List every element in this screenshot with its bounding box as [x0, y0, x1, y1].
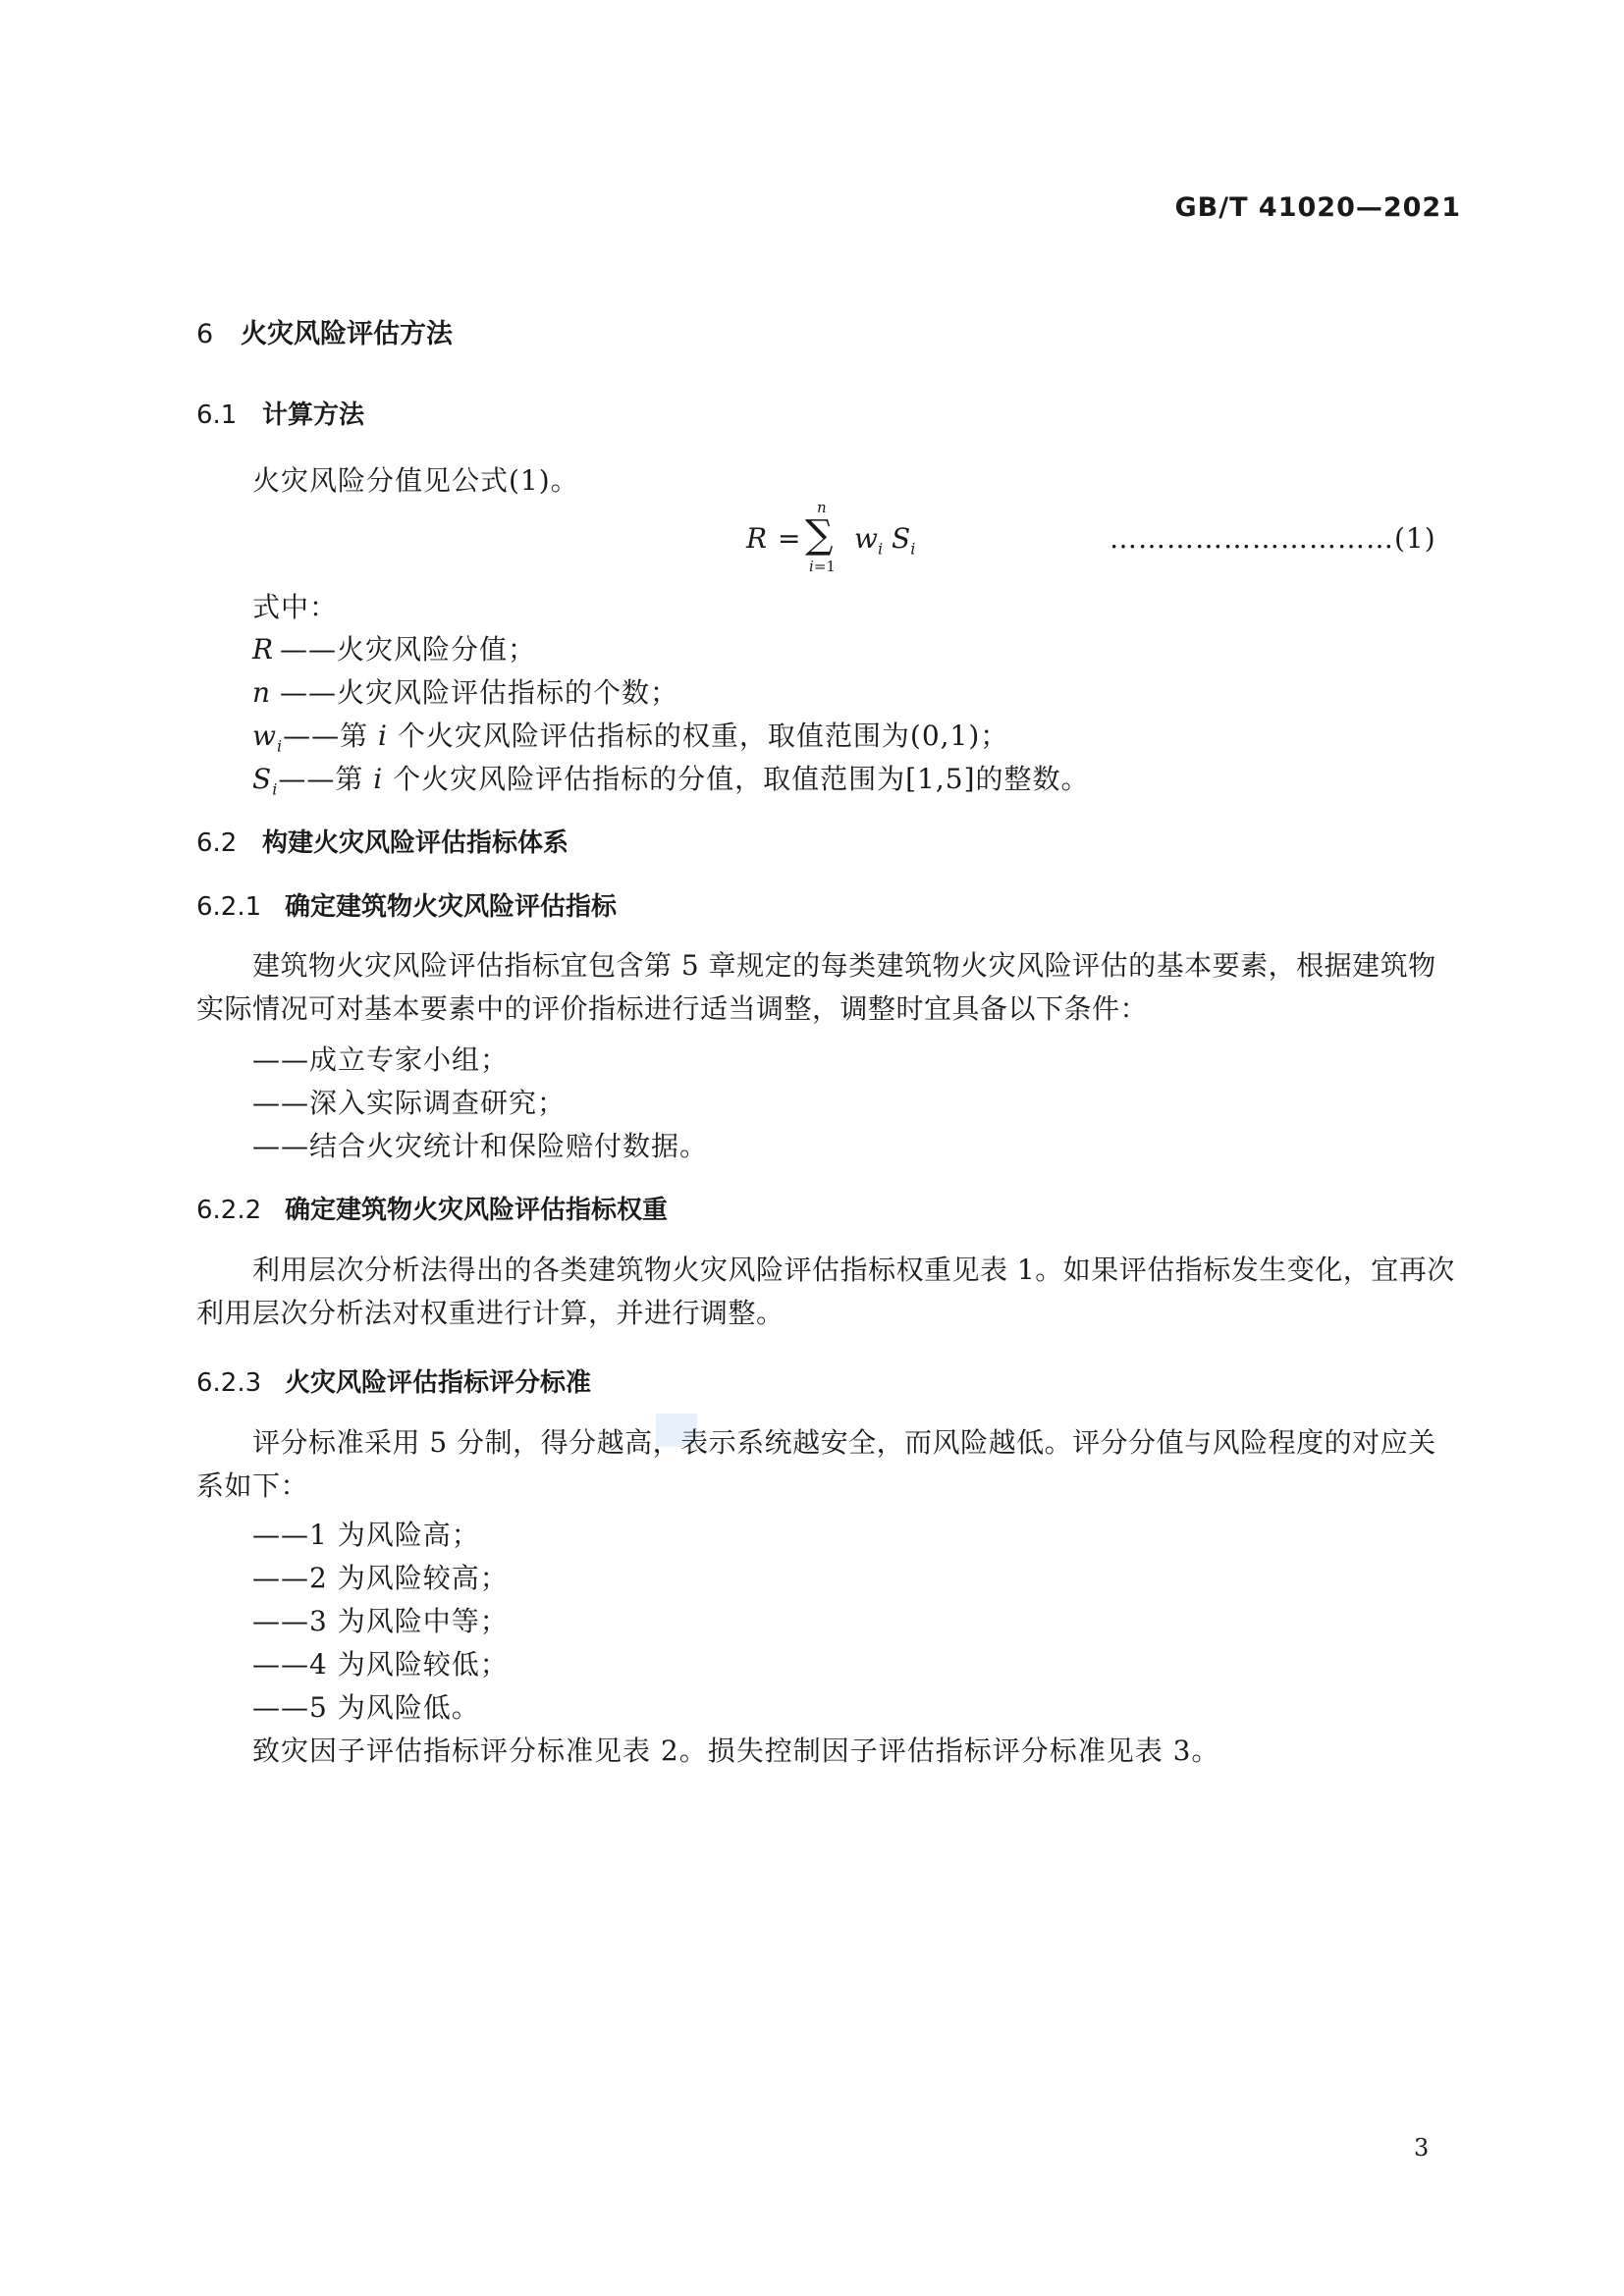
- section-number: 6: [196, 319, 214, 349]
- formula-equals: =: [778, 522, 801, 555]
- list-item: ——4 为风险较低；: [252, 1648, 509, 1681]
- sum-lower-limit: [809, 558, 836, 575]
- where-label: 式中：: [252, 591, 339, 623]
- definition-s: $S_i——$第 i 个火灾风险评估指标的分值，取值范围为[1,5]的整数。: [252, 763, 1090, 799]
- definition-n: n ——火灾风险评估指标的个数；: [252, 676, 679, 709]
- section-number: 6.2.3: [196, 1368, 262, 1398]
- closing-sentence: 致灾因子评估指标评分标准见表 2。损失控制因子评估指标评分标准见表 3。: [252, 1735, 1220, 1767]
- section-title: 计算方法: [262, 400, 365, 430]
- paragraph-6-2-3: 评分标准采用 5 分制，得分越高，表示系统越安全，而风险越低。评分分值与风险程度的对应关系如下：: [196, 1426, 1436, 1502]
- list-item: ——成立专家小组；: [252, 1043, 510, 1076]
- section-title: 确定建筑物火灾风险评估指标权重: [285, 1196, 669, 1225]
- section-number: 6.2.2: [196, 1196, 262, 1225]
- paragraph-6-2-2: 利用层次分析法得出的各类建筑物火灾风险评估指标权重见表 1。如果评估指标发生变化，宜再次利用层次分析法对权重进行计算，并进行调整。: [196, 1254, 1455, 1329]
- list-item: ——结合火灾统计和保险赔付数据。: [252, 1130, 709, 1162]
- sum-upper-limit: n: [817, 499, 827, 516]
- formula-score: $S_i$: [892, 522, 916, 559]
- section-6-2-heading: [196, 823, 568, 859]
- section-6-heading: [196, 312, 453, 350]
- standard-number: GB/T 41020—2021: [1174, 192, 1461, 223]
- list-item: ——深入实际调查研究；: [252, 1087, 567, 1119]
- formula-intro: 火灾风险分值见公式(1)。: [252, 464, 579, 497]
- section-6-1-heading: [196, 395, 364, 431]
- section-title: 确定建筑物火灾风险评估指标: [285, 892, 618, 922]
- sum-index: i: [809, 558, 814, 575]
- section-number: 6.2.1: [196, 892, 262, 922]
- section-6-2-1-heading: [196, 886, 617, 923]
- sigma-symbol: ∑: [805, 512, 834, 558]
- section-title: 火灾风险评估指标评分标准: [285, 1368, 592, 1398]
- list-item: ——2 为风险较高；: [252, 1562, 509, 1594]
- section-6-2-3-heading: [196, 1362, 591, 1399]
- section-number: 6.2: [196, 828, 238, 858]
- page-number: 3: [1414, 2134, 1430, 2162]
- formula-lhs: R: [746, 522, 768, 555]
- definition-w: $w_i——$第 i 个火灾风险评估指标的权重，取值范围为(0,1)；: [252, 720, 1009, 756]
- section-title: 火灾风险评估方法: [241, 319, 453, 349]
- list-item: ——3 为风险中等；: [252, 1605, 509, 1637]
- list-item: ——5 为风险低。: [252, 1691, 480, 1724]
- definition-r: R ——火灾风险分值；: [252, 633, 537, 666]
- formula-weight: $w_i$: [854, 522, 884, 559]
- sum-start: =1: [813, 558, 836, 575]
- equation-number: …………………………(1): [1110, 522, 1436, 555]
- section-title: 构建火灾风险评估指标体系: [262, 828, 569, 858]
- section-6-2-2-heading: [196, 1190, 668, 1226]
- section-number: 6.1: [196, 400, 238, 430]
- paragraph-6-2-1: 建筑物火灾风险评估指标宜包含第 5 章规定的每类建筑物火灾风险评估的基本要素，根据建筑物实际情况可对基本要素中的评价指标进行适当调整，调整时宜具备以下条件：: [196, 949, 1436, 1025]
- list-item: ——1 为风险高；: [252, 1519, 480, 1551]
